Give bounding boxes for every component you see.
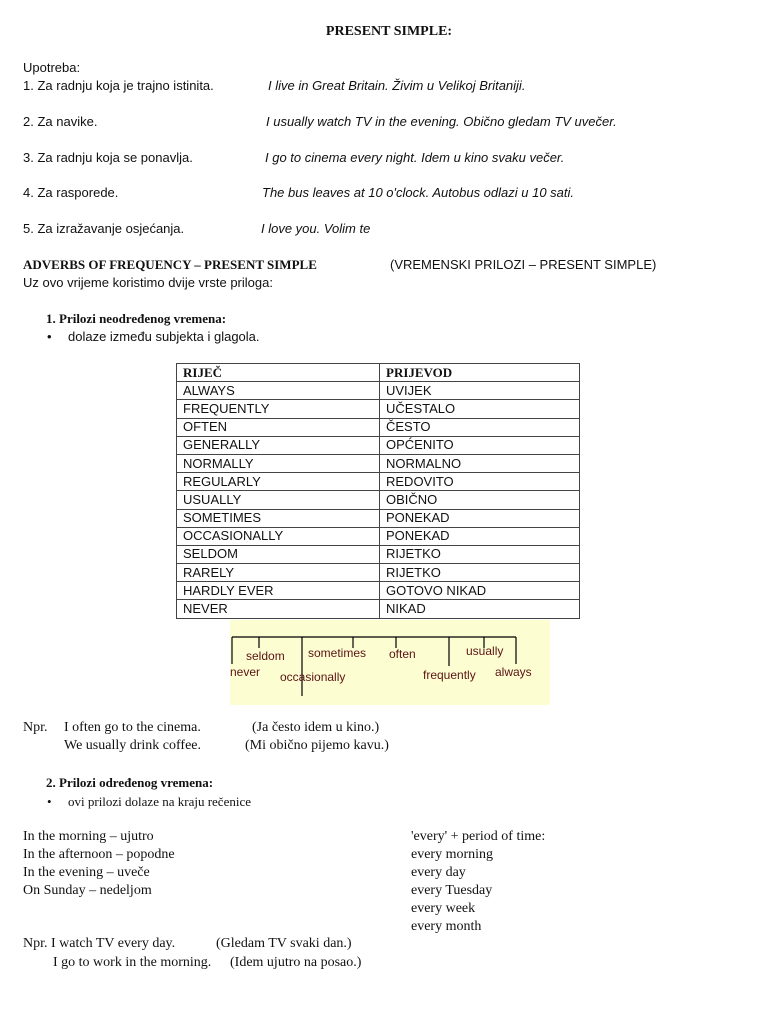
time-right-2: every morning bbox=[411, 847, 494, 862]
table-cell-translation: RIJETKO bbox=[380, 564, 580, 582]
table-row bbox=[177, 418, 580, 436]
table-row bbox=[177, 491, 580, 509]
table-cell-word: HARDLY EVER bbox=[177, 582, 380, 600]
table-row bbox=[177, 509, 580, 527]
table-cell-word: NORMALLY bbox=[177, 454, 380, 472]
time-left-3: In the evening – uveče bbox=[23, 865, 150, 880]
usage-item-1-example: I live in Great Britain. Živim u Velikoj Britaniji. bbox=[268, 78, 526, 93]
examples1-prefix: Npr. bbox=[23, 720, 48, 735]
table-cell-word: OFTEN bbox=[177, 418, 380, 436]
time-right-4: every Tuesday bbox=[411, 883, 493, 898]
usage-item-4-label: 4. Za rasporede. bbox=[23, 185, 119, 200]
table-cell-translation: UČESTALO bbox=[380, 400, 580, 418]
table-cell-translation: PONEKAD bbox=[380, 527, 580, 545]
usage-item-3-label: 3. Za radnju koja se ponavlja. bbox=[23, 150, 193, 165]
table-header-row bbox=[177, 364, 580, 382]
table-cell-word: ALWAYS bbox=[177, 382, 380, 400]
table-cell-word: GENERALLY bbox=[177, 436, 380, 454]
section2-heading: 2. Prilozi određenog vremena: bbox=[46, 775, 214, 790]
table-row bbox=[177, 436, 580, 454]
time-right-3: every day bbox=[411, 865, 466, 880]
section1-bullet: • dolaze između subjekta i glagola. bbox=[68, 329, 260, 344]
table-row bbox=[177, 473, 580, 491]
usage-item-5-example: I love you. Volim te bbox=[261, 221, 371, 236]
scale-label-often: often bbox=[389, 647, 416, 661]
usage-item-2-example: I usually watch TV in the evening. Obično gledam TV uvečer. bbox=[266, 114, 617, 129]
time-right-1: 'every' + period of time: bbox=[411, 829, 546, 844]
examples2-line1-tr: (Gledam TV svaki dan.) bbox=[216, 936, 352, 951]
usage-item-2-label: 2. Za navike. bbox=[23, 114, 98, 129]
table-row bbox=[177, 527, 580, 545]
usage-item-4-example: The bus leaves at 10 o'clock. Autobus odlazi u 10 sati. bbox=[262, 185, 575, 200]
table-row bbox=[177, 382, 580, 400]
frequency-table bbox=[176, 363, 580, 619]
table-row bbox=[177, 454, 580, 472]
scale-label-never: never bbox=[230, 665, 261, 679]
table-row bbox=[177, 600, 580, 618]
table-cell-word: OCCASIONALLY bbox=[177, 527, 380, 545]
table-cell-translation: NORMALNO bbox=[380, 454, 580, 472]
time-right-5: every week bbox=[411, 901, 476, 916]
examples2-line2-tr: (Idem ujutro na posao.) bbox=[230, 955, 362, 970]
examples1-line2-tr: (Mi obično pijemo kavu.) bbox=[245, 738, 389, 753]
table-cell-translation: NIKAD bbox=[380, 600, 580, 618]
examples2-line2: I go to work in the morning. bbox=[53, 955, 212, 970]
time-left-4: On Sunday – nedeljom bbox=[23, 883, 152, 898]
table-cell-word: USUALLY bbox=[177, 491, 380, 509]
time-right-6: every month bbox=[411, 919, 482, 934]
examples1-line1-en: I often go to the cinema. bbox=[64, 720, 201, 735]
table-row bbox=[177, 564, 580, 582]
usage-item-5-label: 5. Za izražavanje osjećanja. bbox=[23, 221, 185, 236]
table-cell-translation: RIJETKO bbox=[380, 545, 580, 563]
table-cell-translation: OBIČNO bbox=[380, 491, 580, 509]
table-cell-translation: PONEKAD bbox=[380, 509, 580, 527]
table-cell-word: RARELY bbox=[177, 564, 380, 582]
scale-label-always: always bbox=[495, 665, 532, 679]
table-cell-translation: GOTOVO NIKAD bbox=[380, 582, 580, 600]
table-row bbox=[177, 582, 580, 600]
adverbs-intro: Uz ovo vrijeme koristimo dvije vrste priloga: bbox=[23, 275, 273, 290]
examples1-line2-en: We usually drink coffee. bbox=[64, 738, 202, 753]
table-cell-word: REGULARLY bbox=[177, 473, 380, 491]
table-cell-translation: OPĆENITO bbox=[380, 436, 580, 454]
table-row bbox=[177, 400, 580, 418]
frequency-scale bbox=[230, 620, 550, 705]
scale-label-sometimes: sometimes bbox=[308, 646, 367, 660]
table-cell-translation: UVIJEK bbox=[380, 382, 580, 400]
section1-heading: 1. Prilozi neodređenog vremena: bbox=[46, 311, 227, 326]
table-cell-word: SELDOM bbox=[177, 545, 380, 563]
table-cell-word: SOMETIMES bbox=[177, 509, 380, 527]
usage-item-3-example: I go to cinema every night. Idem u kino svaku večer. bbox=[265, 150, 565, 165]
table-cell-translation: ČESTO bbox=[380, 418, 580, 436]
time-left-2: In the afternoon – popodne bbox=[23, 847, 175, 862]
examples1-line1-tr: (Ja često idem u kino.) bbox=[252, 720, 380, 735]
examples2-line1: Npr. I watch TV every day. bbox=[23, 936, 176, 951]
scale-label-frequently: frequently bbox=[423, 668, 476, 682]
table-row bbox=[177, 545, 580, 563]
table-cell-word: FREQUENTLY bbox=[177, 400, 380, 418]
scale-label-usually: usually bbox=[466, 644, 504, 658]
usage-heading: Upotreba: bbox=[23, 60, 81, 75]
usage-item-1-label: 1. Za radnju koja je trajno istinita. bbox=[23, 78, 214, 93]
scale-label-occasionally: occasionally bbox=[280, 670, 346, 684]
scale-label-seldom: seldom bbox=[246, 649, 285, 663]
table-cell-translation: REDOVITO bbox=[380, 473, 580, 491]
adverbs-heading-translation: (VREMENSKI PRILOZI – PRESENT SIMPLE) bbox=[390, 257, 657, 272]
table-header-word: RIJEČ bbox=[177, 364, 380, 382]
table-header-translation: PRIJEVOD bbox=[380, 364, 580, 382]
page-title: PRESENT SIMPLE: bbox=[325, 24, 453, 39]
adverbs-heading: ADVERBS OF FREQUENCY – PRESENT SIMPLE bbox=[23, 257, 317, 272]
table-body bbox=[177, 382, 580, 618]
time-left-1: In the morning – ujutro bbox=[23, 829, 154, 844]
section2-bullet: • ovi prilozi dolaze na kraju rečenice bbox=[68, 794, 251, 810]
table-cell-word: NEVER bbox=[177, 600, 380, 618]
